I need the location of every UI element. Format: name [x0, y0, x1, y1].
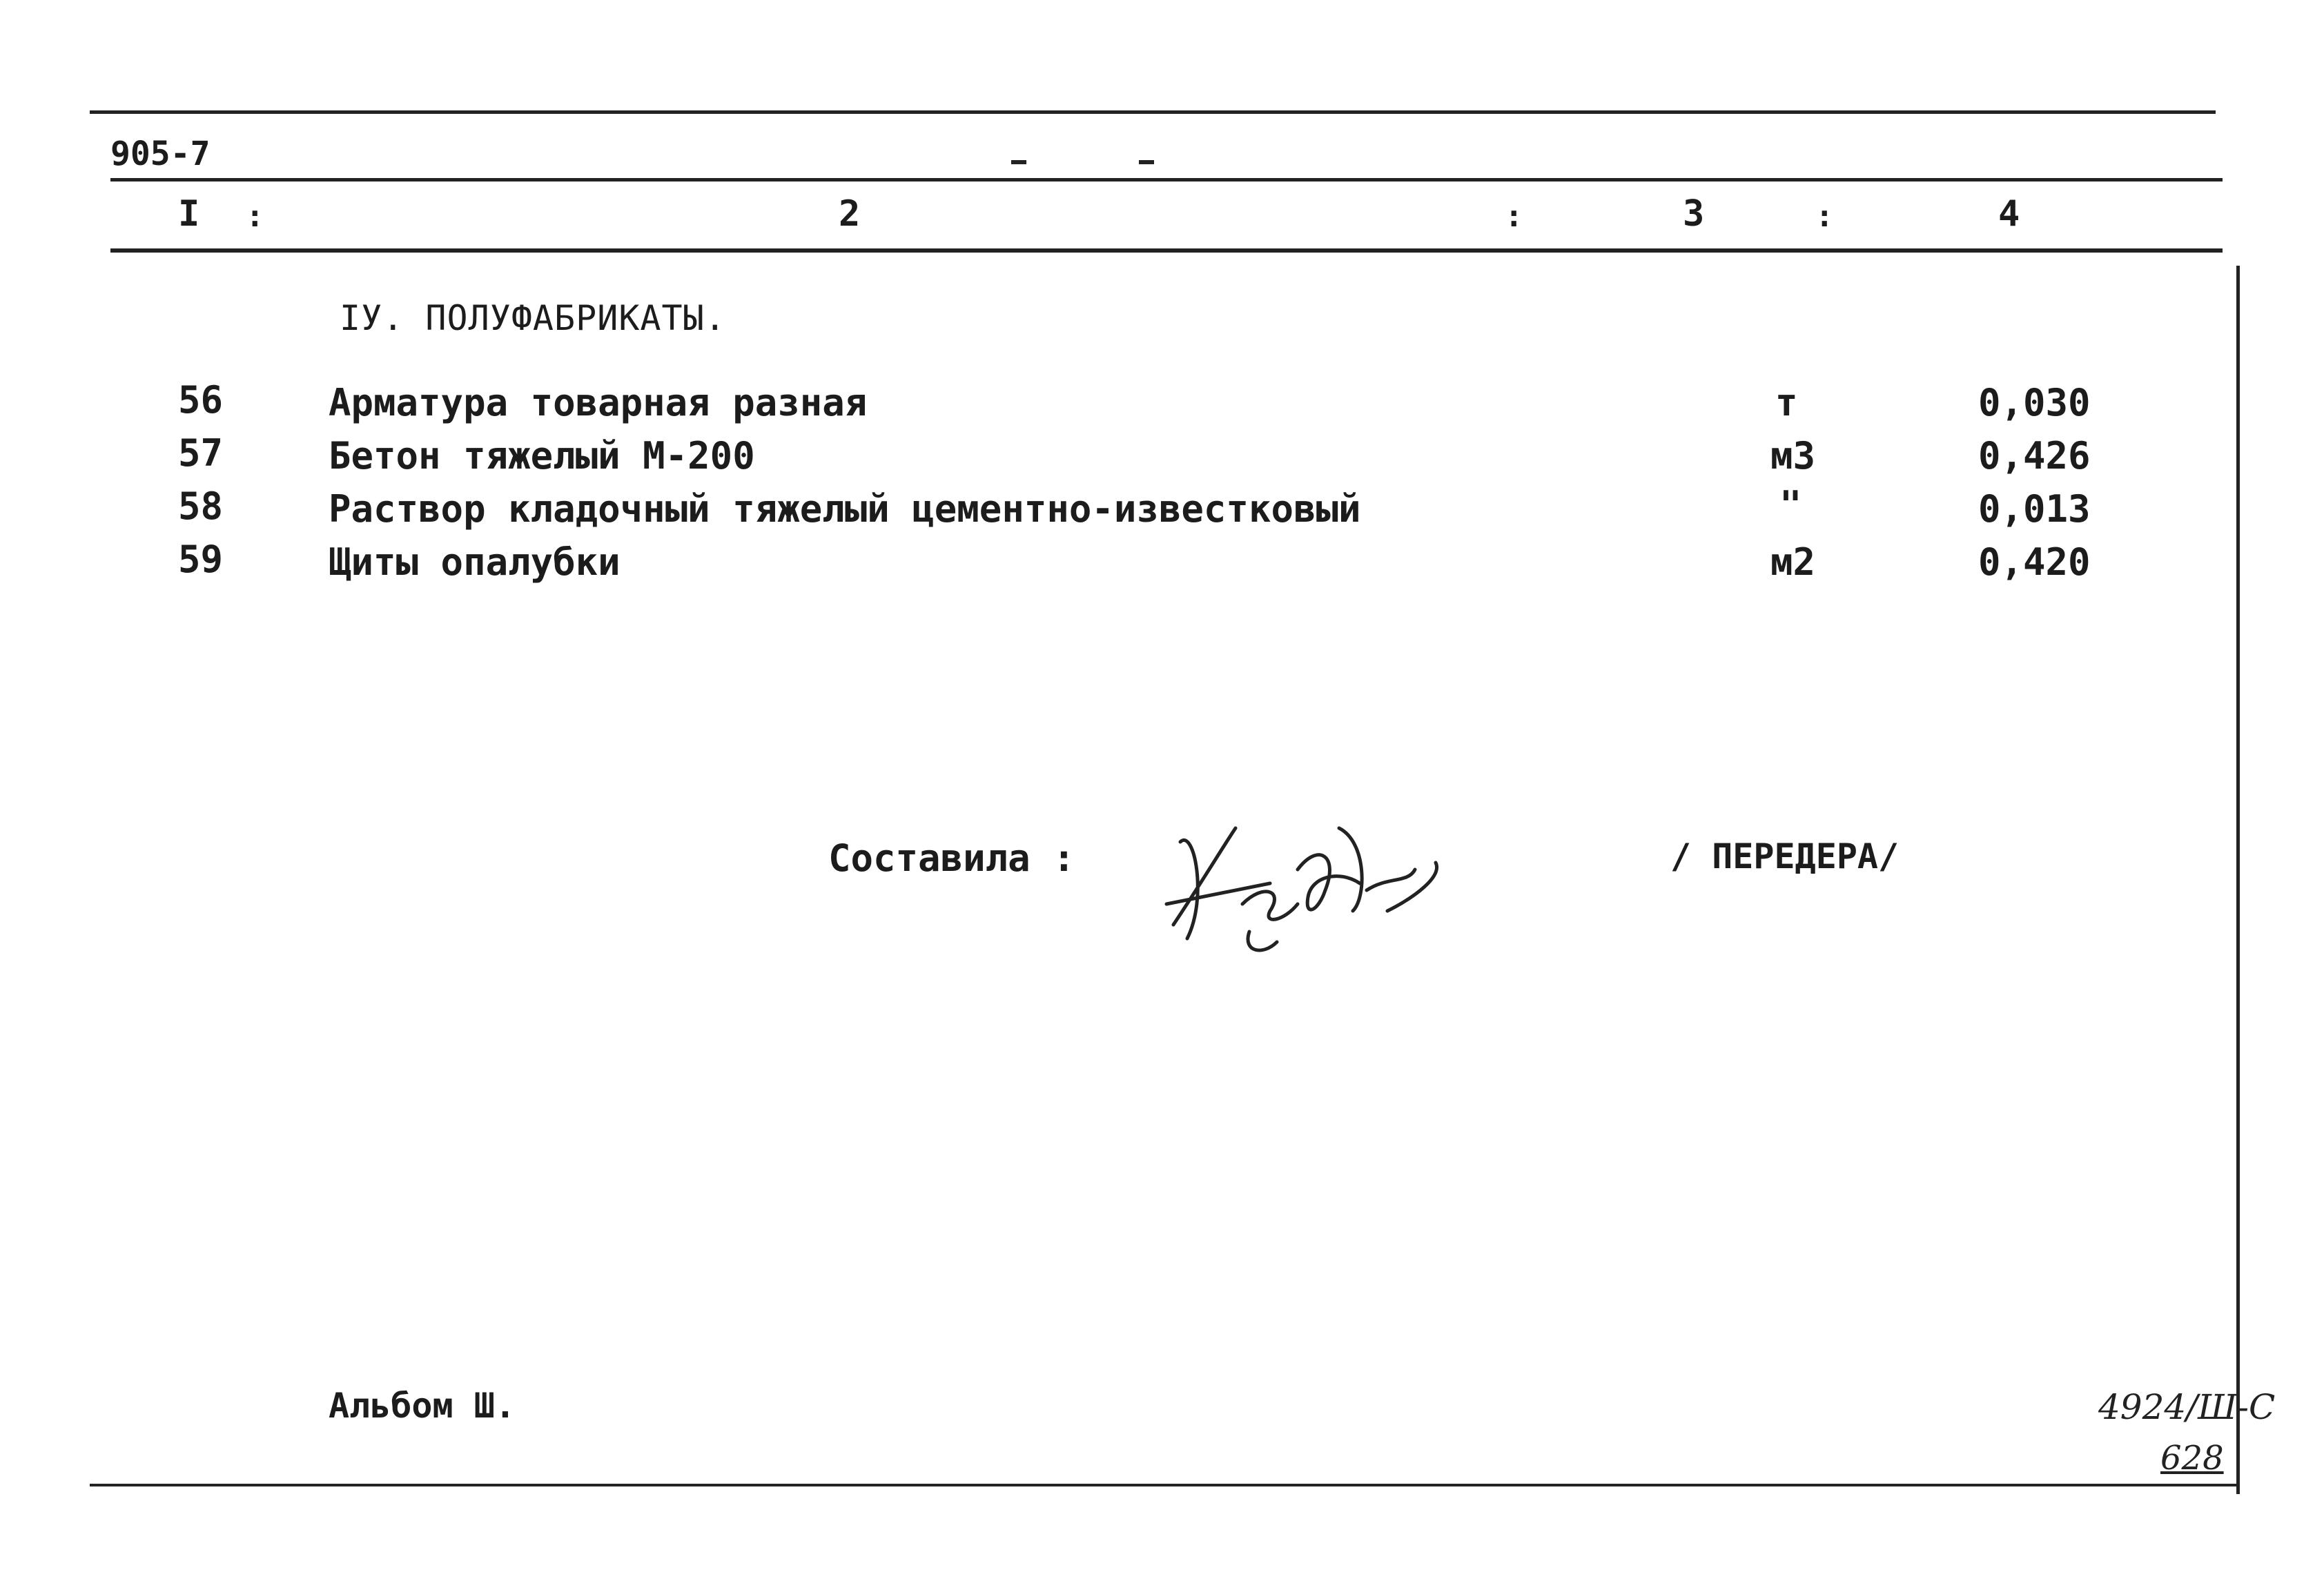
bottom-border — [90, 1484, 2240, 1486]
row-unit: т — [1775, 381, 1798, 424]
row-value: 0,420 — [1978, 540, 2091, 584]
row-name: Бетон тяжелый М-200 — [329, 434, 755, 478]
header-top-rule — [110, 178, 2223, 181]
handwritten-signature — [1160, 801, 1463, 959]
column-separator-2: : — [1505, 199, 1523, 234]
row-value: 0,030 — [1978, 381, 2091, 424]
right-border — [2236, 266, 2240, 1494]
column-header-4: 4 — [1998, 193, 2020, 235]
column-header-1: I — [178, 193, 200, 235]
top-dash-1 — [1011, 160, 1026, 164]
header-bottom-rule — [110, 248, 2223, 253]
row-number: 57 — [178, 431, 224, 475]
column-separator-1: : — [246, 199, 264, 234]
column-separator-3: : — [1815, 199, 1834, 234]
row-number: 59 — [178, 538, 224, 581]
section-title: IУ. ПОЛУФАБРИКАТЫ. — [340, 298, 726, 338]
footer-page-number: 628 — [2160, 1439, 2224, 1478]
row-value: 0,013 — [1978, 487, 2091, 531]
row-name: Щиты опалубки — [329, 540, 621, 584]
row-unit: м2 — [1770, 540, 1816, 584]
top-border — [90, 110, 2216, 114]
column-header-2: 2 — [839, 193, 861, 235]
row-number: 58 — [178, 484, 224, 528]
row-name: Раствор кладочный тяжелый цементно-известковый — [329, 487, 1361, 531]
footer-ref: 4924/Ш-С — [2098, 1387, 2276, 1427]
row-unit: " — [1779, 483, 1802, 527]
top-dash-2 — [1139, 160, 1154, 164]
row-number: 56 — [178, 378, 224, 422]
doc-code: 905-7 — [110, 135, 211, 173]
compiled-by-label: Составила : — [828, 836, 1075, 880]
column-header-3: 3 — [1683, 193, 1705, 235]
album-label: Альбом Ш. — [329, 1386, 516, 1426]
compiled-by-name: / ПЕРЕДЕРА/ — [1670, 836, 1900, 876]
row-name: Арматура товарная разная — [329, 381, 868, 424]
row-value: 0,426 — [1978, 434, 2091, 478]
row-unit: м3 — [1770, 434, 1816, 478]
